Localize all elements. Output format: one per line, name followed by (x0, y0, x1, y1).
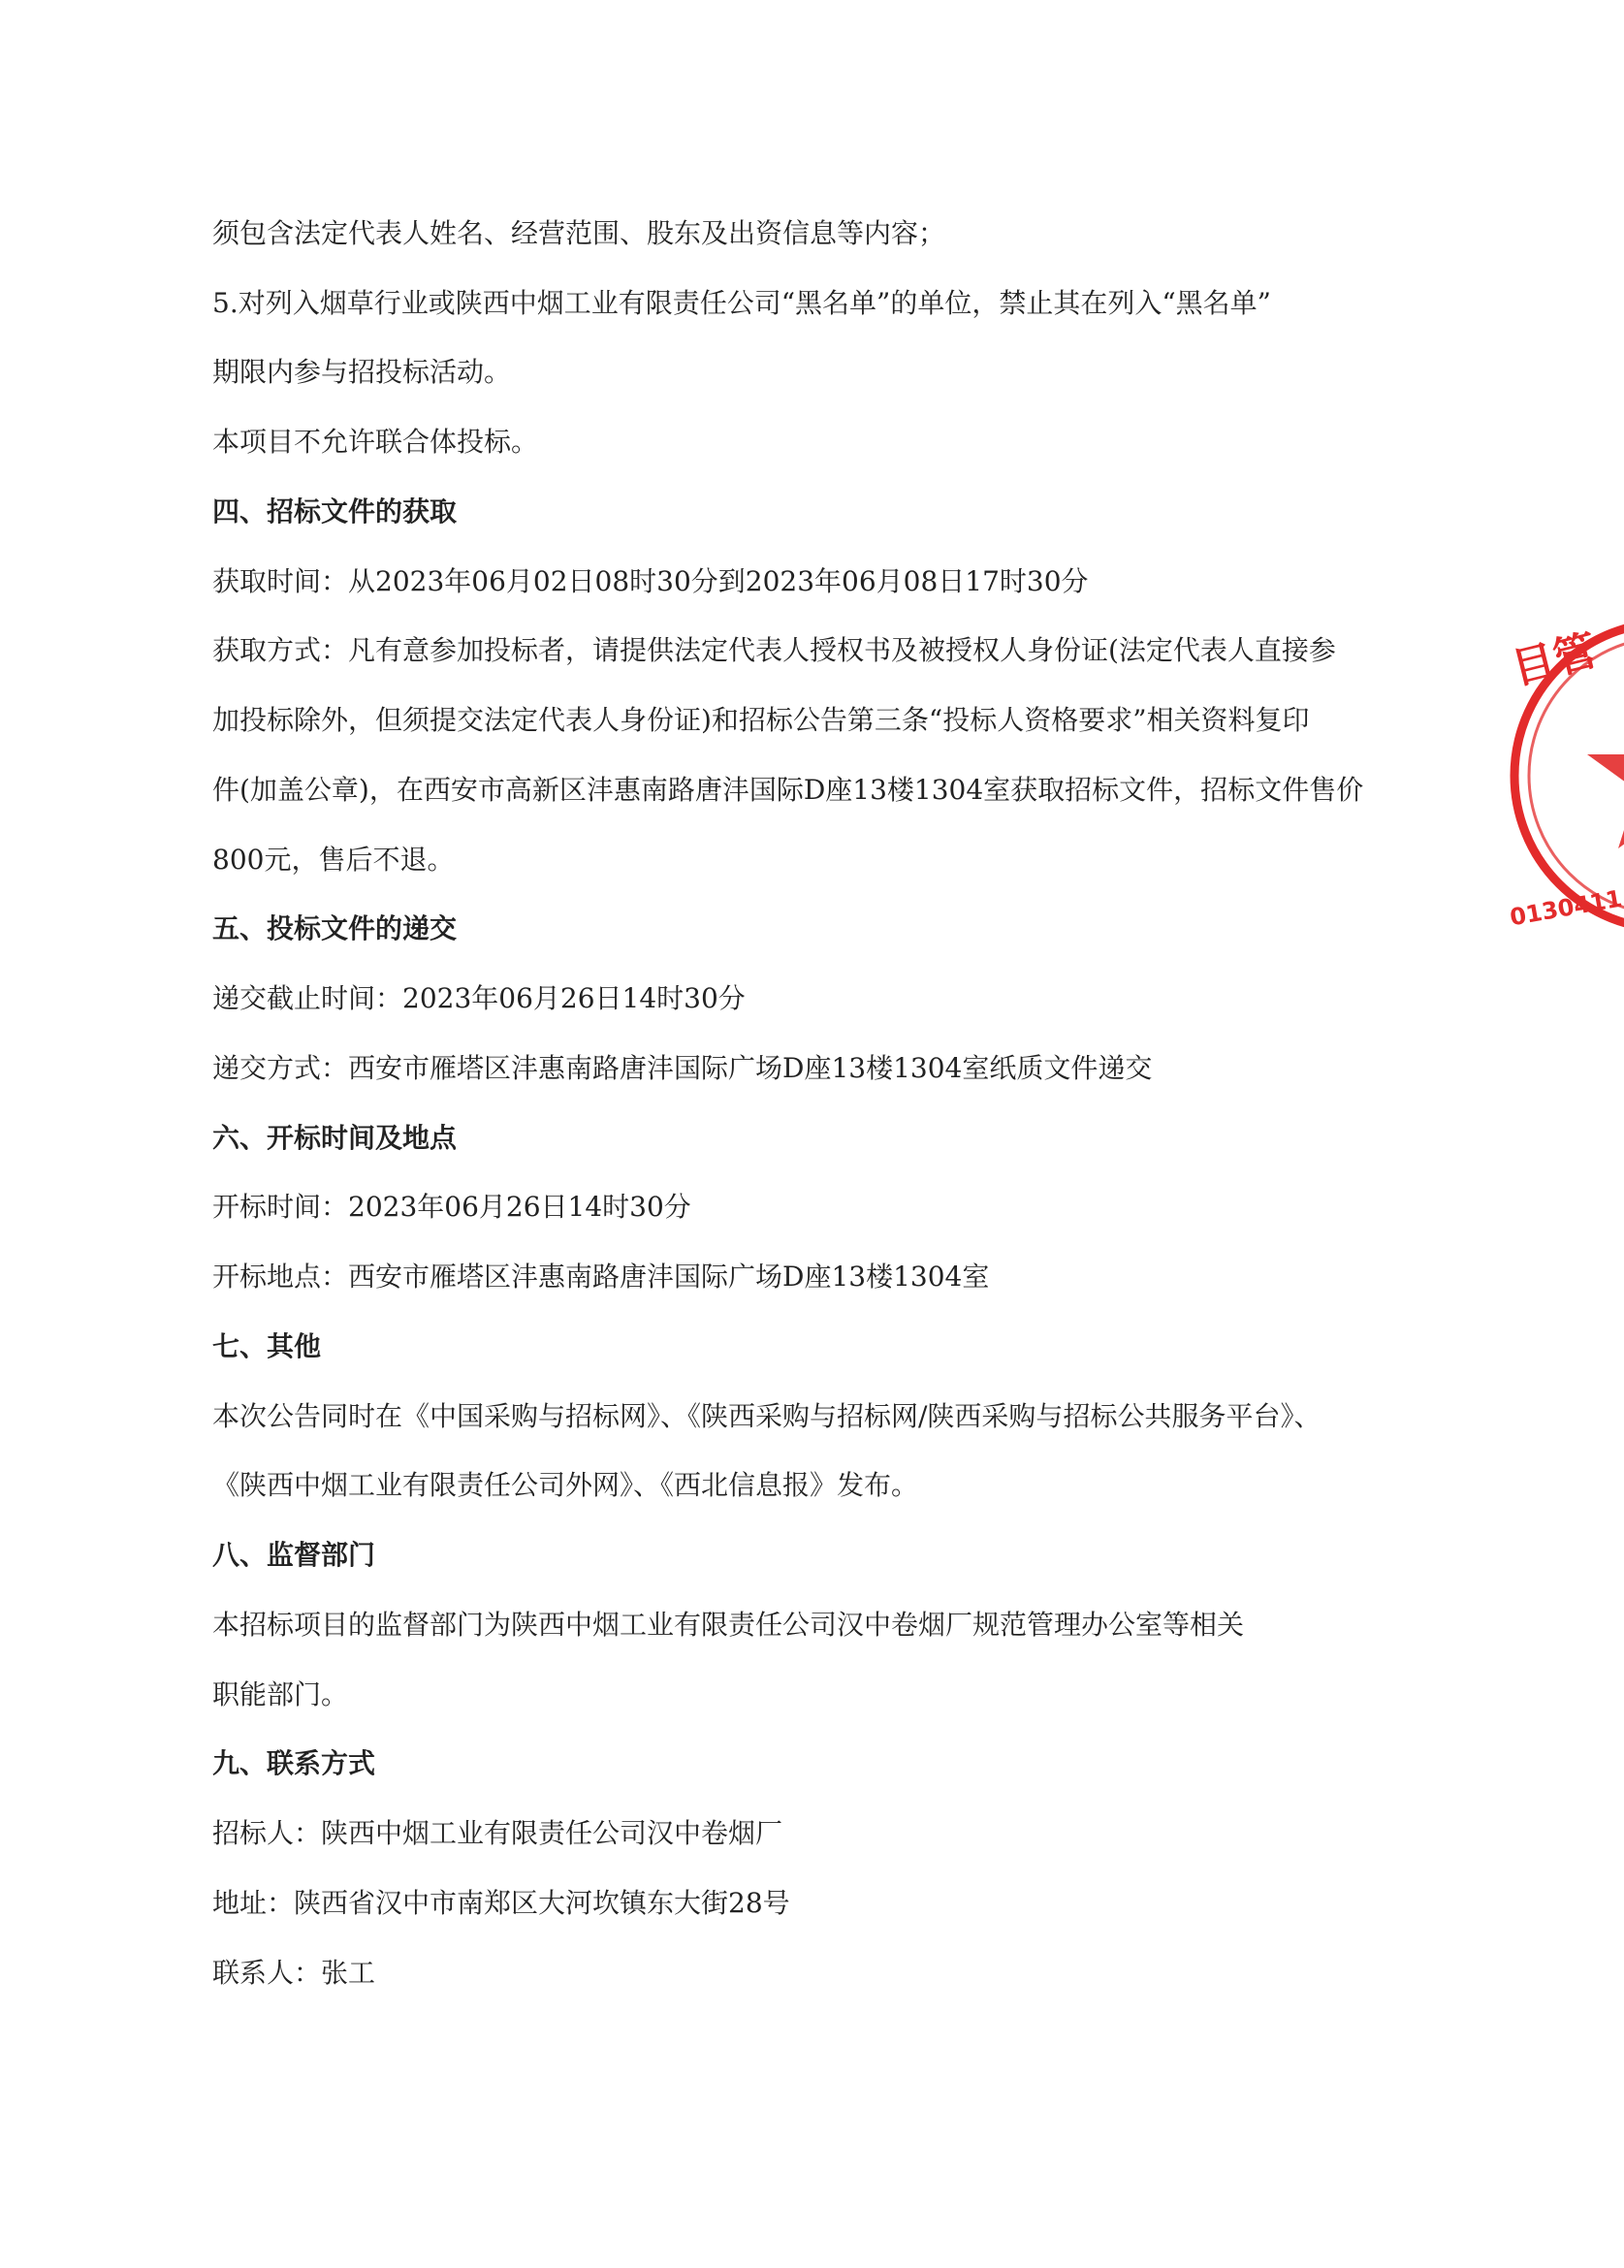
section-heading-9: 九、联系方式 (212, 1747, 376, 1779)
body-line-submit-method: 递交方式：西安市雁塔区沣惠南路唐沣国际广场D座13楼1304室纸质文件递交 (212, 1052, 1153, 1084)
body-line-tenderer: 招标人：陕西中烟工业有限责任公司汉中卷烟厂 (212, 1817, 783, 1849)
body-line-supervision-2: 职能部门。 (212, 1678, 349, 1710)
section-heading-7: 七、其他 (212, 1330, 322, 1362)
body-line-4: 本项目不允许联合体投标。 (212, 426, 539, 458)
body-line-acquire-time: 获取时间：从2023年06月02日08时30分到2023年06月08日17时30分 (212, 565, 1089, 597)
section-heading-8: 八、监督部门 (212, 1539, 376, 1571)
body-line-open-time: 开标时间：2023年06月26日14时30分 (212, 1191, 691, 1223)
body-line-acquire-method-4: 800元，售后不退。 (212, 844, 455, 876)
body-line-2: 5.对列入烟草行业或陕西中烟工业有限责任公司“黑名单”的单位，禁止其在列入“黑名单” (212, 287, 1271, 319)
body-line-supervision-1: 本招标项目的监督部门为陕西中烟工业有限责任公司汉中卷烟厂规范管理办公室等相关 (212, 1609, 1245, 1641)
body-line-contact: 联系人：张工 (212, 1957, 376, 1989)
body-line-3: 期限内参与招投标活动。 (212, 356, 512, 388)
body-line-acquire-method-3: 件(加盖公章)，在西安市高新区沣惠南路唐沣国际D座13楼1304室获取招标文件，招标文件售价 (212, 774, 1364, 806)
section-heading-6: 六、开标时间及地点 (212, 1122, 458, 1154)
body-line-deadline: 递交截止时间：2023年06月26日14时30分 (212, 982, 746, 1014)
official-seal (1508, 611, 1624, 941)
body-line-acquire-method-2: 加投标除外，但须提交法定代表人身份证)和招标公告第三条“投标人资格要求”相关资料复印 (212, 704, 1310, 736)
body-line-publish-2: 《陕西中烟工业有限责任公司外网》、《西北信息报》发布。 (212, 1469, 919, 1501)
section-heading-5: 五、投标文件的递交 (212, 912, 458, 944)
body-line-publish-1: 本次公告同时在《中国采购与招标网》、《陕西采购与招标网/陕西采购与招标公共服务平台》、 (212, 1400, 1321, 1432)
body-line-address: 地址：陕西省汉中市南郑区大河坎镇东大街28号 (212, 1887, 790, 1919)
body-line-1: 须包含法定代表人姓名、经营范围、股东及出资信息等内容； (212, 217, 946, 249)
section-heading-4: 四、招标文件的获取 (212, 495, 458, 527)
body-line-open-place: 开标地点：西安市雁塔区沣惠南路唐沣国际广场D座13楼1304室 (212, 1261, 990, 1293)
seal-text: 目管 (1507, 625, 1603, 695)
body-line-acquire-method-1: 获取方式：凡有意参加投标者，请提供法定代表人授权书及被授权人身份证(法定代表人直接参 (212, 634, 1336, 666)
seal-number: 0130411 (1508, 884, 1624, 932)
